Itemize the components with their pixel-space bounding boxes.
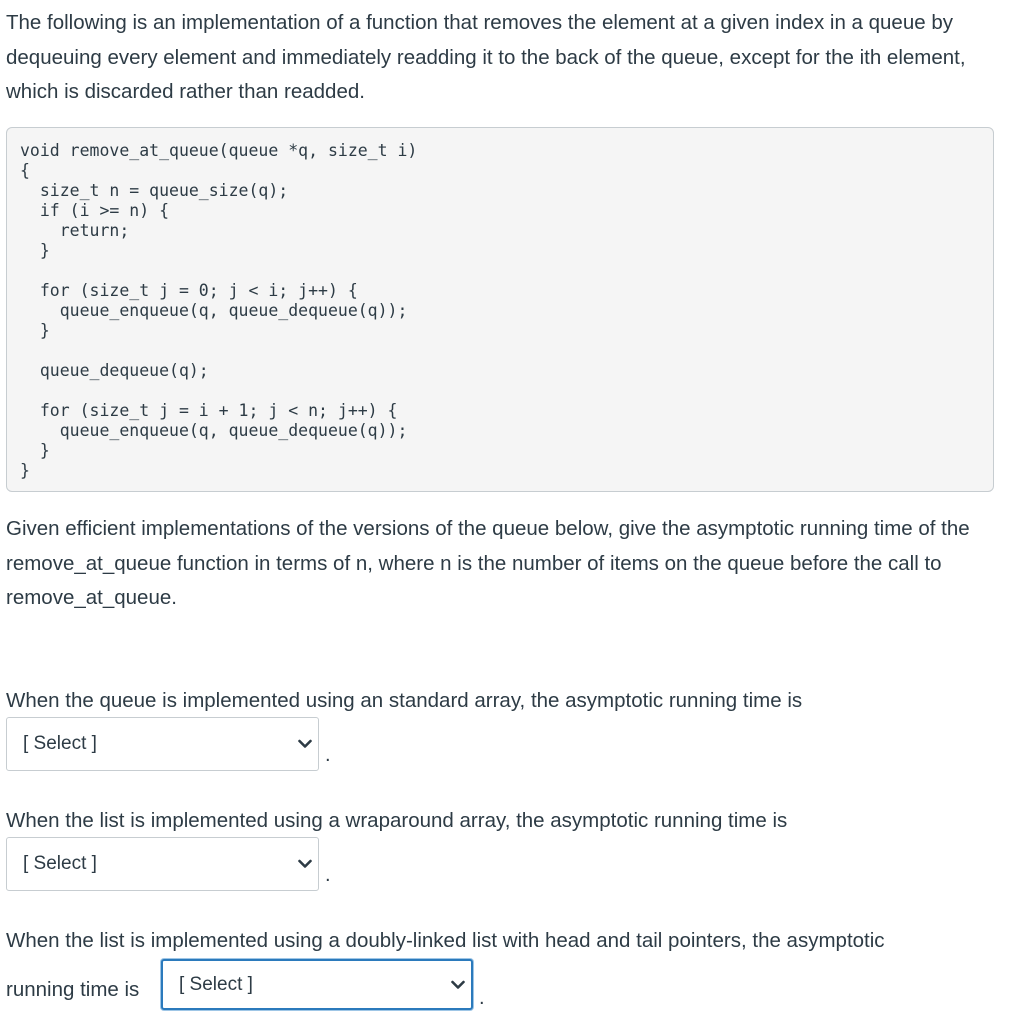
question-2-prompt: When the list is implemented using a wraparound array, the asymptotic running time is — [6, 809, 788, 832]
answer-2-suffix: . — [325, 864, 331, 886]
question-3-prompt: When the list is implemented using a doubly-linked list with head and tail pointers, the asymptotic — [6, 929, 885, 952]
code-block — [6, 127, 994, 492]
answer-3-suffix: . — [479, 987, 485, 1009]
answer-2-dropdown[interactable] — [6, 837, 319, 891]
question-3-prompt-continued: running time is — [6, 978, 140, 1001]
question-1-prompt: When the queue is implemented using an standard array, the asymptotic running time is — [6, 689, 803, 712]
answer-3-selected-value: [ Select ] — [179, 973, 253, 995]
code-text: void remove_at_queue(queue *q, size_t i) { size_t n = queue_size(q); if (i >= n) { return; } for (size_t j = 0; j < i; j++) { queue_enqueue(q, queue_dequeue(q)); } queue_dequeue(q); for (size_t j = i + 1; j < n; j++) { queue_enqueue(q, queue_dequeue(q)); } } — [20, 141, 418, 480]
answer-1-dropdown[interactable] — [6, 717, 319, 771]
chevron-down-icon — [298, 859, 312, 869]
answer-1-selected-value: [ Select ] — [23, 733, 97, 754]
answer-3-dropdown[interactable] — [161, 959, 473, 1010]
question-instructions-text: Given efficient implementations of the versions of the queue below, give the asymptotic running time of the remove_at_queue function in terms of n, where n is the number of items on the queue before the call to remove_at_queue. — [6, 517, 970, 609]
chevron-down-icon — [451, 980, 465, 990]
question-intro-text: The following is an implementation of a function that removes the element at a given index in a queue by dequeuing every element and immediately readding it to the back of the queue, except for the ith element, which is discarded rather than readded. — [6, 11, 966, 103]
answer-1-suffix: . — [325, 744, 331, 766]
chevron-down-icon — [298, 739, 312, 749]
answer-2-selected-value: [ Select ] — [23, 853, 97, 874]
